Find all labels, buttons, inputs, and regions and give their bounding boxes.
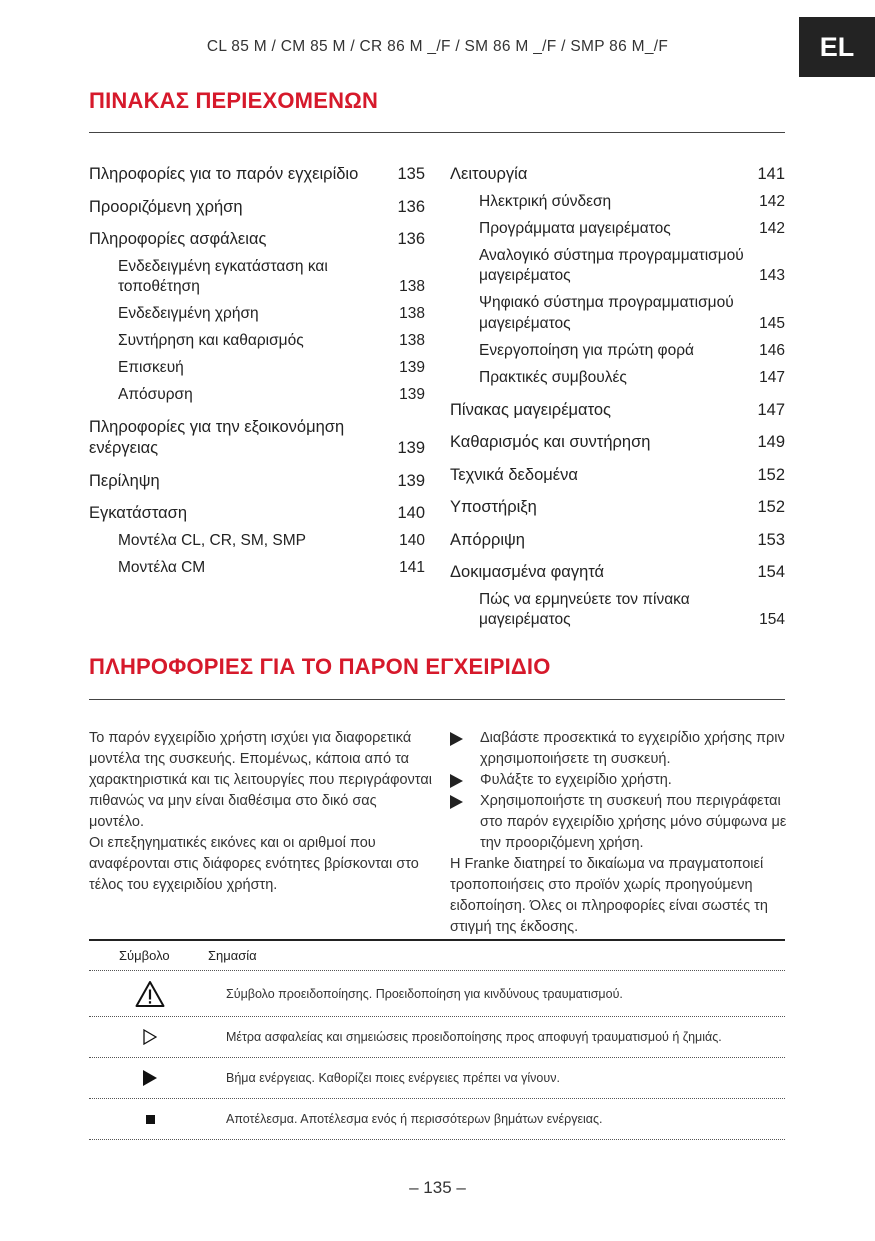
toc-page-number: 140 (399, 531, 425, 549)
about-left-column (89, 728, 434, 896)
toc-right-column (450, 164, 785, 631)
toc-page-number: 154 (759, 611, 785, 628)
toc-subentry[interactable]: Ενδεδειγμένη χρήση 138 (89, 304, 425, 325)
disclaimer-paragraph: Η Franke διατηρεί το δικαίωμα να πραγματοποιεί τροποποιήσεις στο προϊόν χωρίς προηγούμενη ειδοποίηση. Όλες οι πληροφορίες είναι σωστές τη στιγμή της έκδοσης. (450, 856, 768, 935)
toc-page-number: 154 (757, 563, 785, 581)
symbols-table (89, 939, 785, 1140)
symbols-table-row (89, 970, 785, 1016)
toc-page-number: 138 (399, 332, 425, 349)
toc-subentry[interactable]: Πώς να ερμηνεύετε τον πίνακα μαγειρέματος 154 (450, 590, 785, 631)
toc-page-number: 140 (397, 504, 425, 522)
toc-page-number: 136 (397, 230, 425, 248)
step-arrow-icon (450, 791, 480, 854)
action-step: Διαβάστε προσεκτικά το εγχειρίδιο χρήσης πριν χρησιμοποιήσετε τη συσκευή. (450, 728, 790, 770)
toc-entry[interactable]: Καθαρισμός και συντήρηση 149 (450, 433, 785, 451)
symbol-column-header: Σύμβολο (119, 948, 170, 963)
toc-page-number: 149 (757, 433, 785, 451)
symbols-table-row (89, 1016, 785, 1057)
about-right-column (450, 728, 790, 938)
toc-entry[interactable]: Πίνακας μαγειρέματος 147 (450, 400, 785, 419)
toc-subentry[interactable]: Απόσυρση 139 (89, 385, 425, 406)
toc-subentry[interactable]: Ηλεκτρική σύνδεση 142 (450, 192, 785, 213)
action-step: Φυλάξτε το εγχειρίδιο χρήστη. (450, 770, 790, 791)
toc-divider (89, 132, 785, 133)
toc-entry[interactable]: Πληροφορίες ασφάλειας 136 (89, 230, 425, 248)
symbols-table-row (89, 1057, 785, 1098)
toc-page-number: 143 (759, 267, 785, 284)
language-badge: EL (799, 17, 875, 77)
toc-page-number: 146 (759, 341, 785, 359)
toc-page-number: 141 (399, 558, 425, 576)
toc-entry[interactable]: Λειτουργία 141 (450, 165, 785, 183)
symbols-table-row (89, 1098, 785, 1139)
toc-page-number: 147 (759, 368, 785, 386)
header-model-list: CL 85 M / CM 85 M / CR 86 M _/F / SM 86 M _/F / SMP 86 M_/F (206, 38, 669, 55)
toc-page-number: 141 (757, 165, 785, 183)
toc-page-number: 139 (397, 439, 425, 457)
toc-entry[interactable]: Τεχνικά δεδομένα 152 (450, 465, 785, 484)
symbol-meaning: Σύμβολο προειδοποίησης. Προειδοποίηση για κινδύνους τραυματισμού. (226, 986, 623, 1001)
toc-page-number: 142 (759, 192, 785, 210)
step-arrow-icon (450, 728, 480, 770)
toc-page-number: 142 (759, 219, 785, 237)
toc-subentry[interactable]: Ψηφιακό σύστημα προγραμματισμού μαγειρέματος 145 (450, 293, 785, 334)
action-step: Χρησιμοποιήστε τη συσκευή που περιγράφεται στο παρόν εγχειρίδιο χρήσης μόνο σύμφωνα με την προοριζόμενη χρήση. (450, 791, 790, 854)
toc-entry[interactable]: Εγκατάσταση 140 (89, 504, 425, 522)
toc-subentry[interactable]: Επισκευή 139 (89, 358, 425, 379)
toc-entry[interactable]: Πληροφορίες για την εξοικονόμηση ενέργειας 139 (89, 418, 425, 457)
warning-triangle-icon (89, 980, 209, 1008)
symbol-meaning: Βήμα ενέργειας. Καθορίζει ποιες ενέργειες πρέπει να γίνουν. (226, 1071, 560, 1085)
toc-subentry[interactable]: Μοντέλα CM 141 (89, 558, 425, 579)
meaning-column-header: Σημασία (208, 948, 257, 963)
toc-entry[interactable]: Δοκιμασμένα φαγητά 154 (450, 563, 785, 581)
about-section-title: ΠΛΗΡΟΦΟΡΙΕΣ ΓΙΑ ΤΟ ΠΑΡΟΝ ΕΓΧΕΙΡΙΔΙΟ (89, 654, 551, 679)
toc-title: ΠΙΝΑΚΑΣ ΠΕΡΙΕΧΟΜΕΝΩΝ (89, 88, 379, 113)
toc-page-number: 138 (399, 305, 425, 322)
filled-arrow-icon (89, 1070, 209, 1086)
toc-left-column (89, 164, 425, 578)
toc-page-number: 139 (399, 359, 425, 376)
toc-subentry[interactable]: Προγράμματα μαγειρέματος 142 (450, 219, 785, 240)
about-paragraph: Το παρόν εγχειρίδιο χρήστη ισχύει για διαφορετικά μοντέλα της συσκευής. Επομένως, κάποια από τα χαρακτηριστικά και τις λειτουργίες που περιγράφονται πιθανώς να μην είναι διαθέσιμα στο δικό σας μοντέλο. (89, 730, 432, 830)
toc-entry[interactable]: Περίληψη 139 (89, 471, 425, 490)
about-paragraph: Οι επεξηγηματικές εικόνες και οι αριθμοί που αναφέρονται στις διάφορες ενότητες βρίσκονται στο τέλος του εγχειριδίου χρήστη. (89, 835, 419, 893)
toc-page-number: 147 (757, 400, 785, 419)
symbols-table-bottom-rule (89, 1139, 785, 1140)
symbol-meaning: Αποτέλεσμα. Αποτέλεσμα ενός ή περισσότερων βημάτων ενέργειας. (226, 1112, 603, 1126)
toc-entry[interactable]: Πληροφορίες για το παρόν εγχειρίδιο 135 (89, 165, 425, 183)
symbol-meaning: Μέτρα ασφαλείας και σημειώσεις προειδοποίησης προς αποφυγή τραυματισμού ή ζημιάς. (226, 1030, 722, 1044)
toc-page-number: 135 (397, 165, 425, 183)
page-number: – 135 – (409, 1178, 466, 1197)
toc-page-number: 139 (397, 471, 425, 490)
toc-subentry[interactable]: Πρακτικές συμβουλές 147 (450, 368, 785, 389)
symbols-table-header (89, 939, 785, 970)
filled-square-icon (89, 1115, 209, 1124)
toc-page-number: 152 (757, 465, 785, 484)
toc-page-number: 138 (399, 278, 425, 295)
toc-entry[interactable]: Απόρριψη 153 (450, 530, 785, 549)
about-divider (89, 699, 785, 700)
toc-page-number: 136 (397, 197, 425, 216)
toc-entry[interactable]: Προοριζόμενη χρήση 136 (89, 197, 425, 216)
toc-page-number: 153 (757, 530, 785, 549)
step-arrow-icon (450, 770, 480, 791)
toc-entry[interactable]: Υποστήριξη 152 (450, 498, 785, 516)
toc-subentry[interactable]: Μοντέλα CL, CR, SM, SMP 140 (89, 531, 425, 552)
toc-page-number: 145 (759, 314, 785, 332)
toc-subentry[interactable]: Συντήρηση και καθαρισμός 138 (89, 331, 425, 352)
outline-arrow-icon (89, 1029, 209, 1045)
toc-subentry[interactable]: Αναλογικό σύστημα προγραμματισμού μαγειρέματος 143 (450, 246, 785, 287)
toc-subentry[interactable]: Ενεργοποίηση για πρώτη φορά 146 (450, 341, 785, 362)
toc-subentry[interactable]: Ενδεδειγμένη εγκατάσταση και τοποθέτηση 138 (89, 257, 425, 298)
toc-page-number: 152 (757, 498, 785, 516)
toc-page-number: 139 (399, 386, 425, 403)
